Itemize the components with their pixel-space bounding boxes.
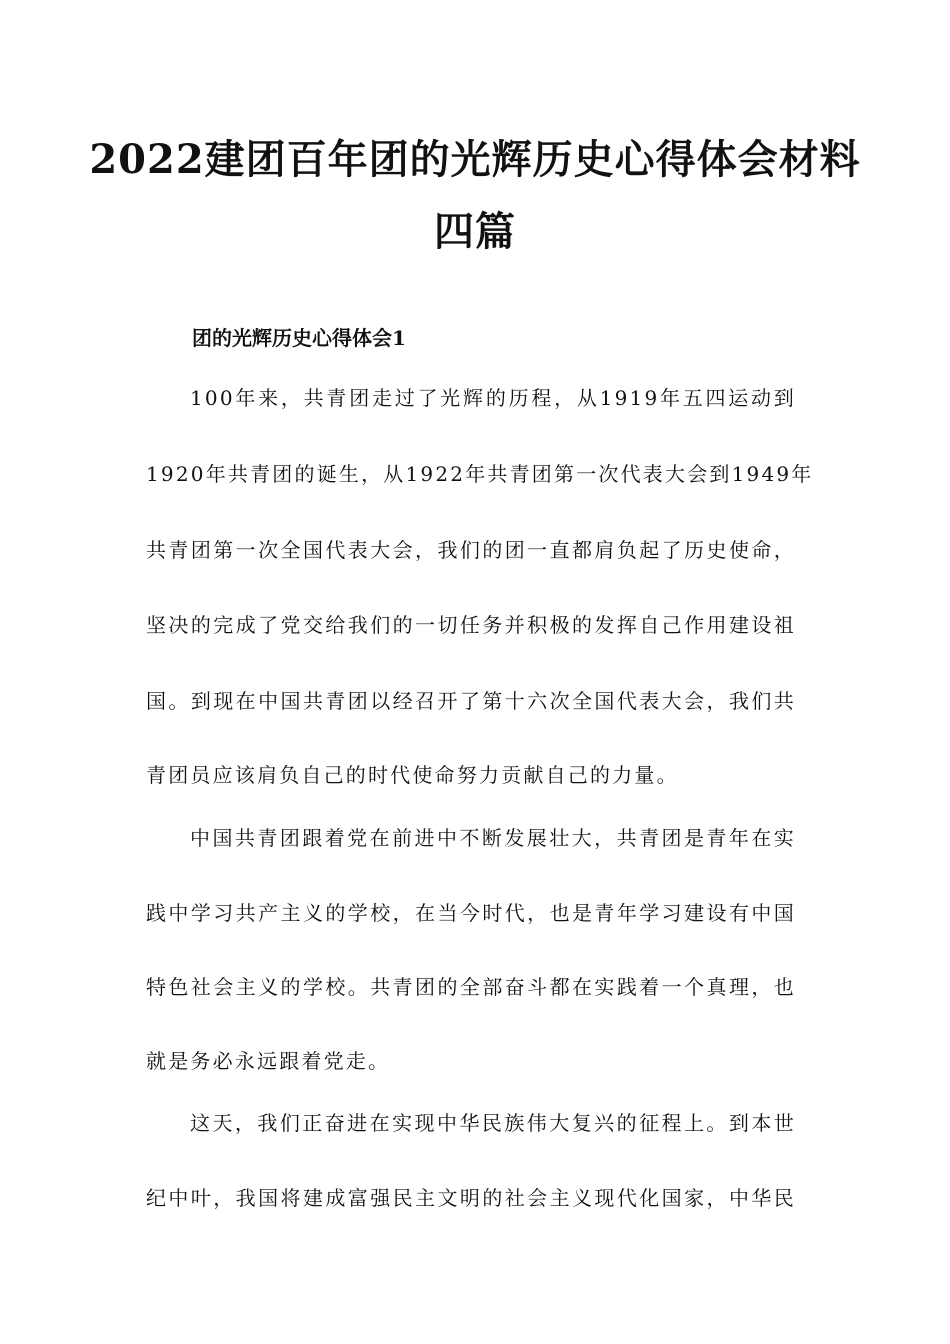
paragraph-1-line-3: 共青团第一次全国代表大会，我们的团一直都肩负起了历史使命， [146, 538, 796, 562]
paragraph-3-line-2: 纪中叶，我国将建成富强民主文明的社会主义现代化国家，中华民 [146, 1186, 796, 1210]
paragraph-1-line-5: 国。到现在中国共青团以经召开了第十六次全国代表大会，我们共 [146, 689, 796, 713]
paragraph-1-line-1: 100年来，共青团走过了光辉的历程，从1919年五四运动到 [190, 386, 796, 410]
paragraph-3-line-1: 这天，我们正奋进在实现中华民族伟大复兴的征程上。到本世 [190, 1111, 796, 1135]
paragraph-2-line-4: 就是务必永远跟着党走。 [146, 1049, 391, 1073]
paragraph-1-line-2: 1920年共青团的诞生，从1922年共青团第一次代表大会到1949年 [146, 462, 814, 486]
document-title-line-1: 2022建团百年团的光辉历史心得体会材料 [89, 136, 861, 183]
paragraph-1-line-6: 青团员应该肩负自己的时代使命努力贡献自己的力量。 [146, 763, 679, 787]
paragraph-2-line-1: 中国共青团跟着党在前进中不断发展壮大，共青团是青年在实 [190, 826, 796, 850]
paragraph-1-line-4: 坚决的完成了党交给我们的一切任务并积极的发挥自己作用建设祖 [146, 613, 796, 637]
section-heading: 团的光辉历史心得体会1 [192, 326, 406, 350]
paragraph-2-line-2: 践中学习共产主义的学校，在当今时代，也是青年学习建设有中国 [146, 901, 796, 925]
paragraph-2-line-3: 特色社会主义的学校。共青团的全部奋斗都在实践着一个真理，也 [146, 975, 796, 999]
document-title-line-2: 四篇 [434, 208, 516, 255]
